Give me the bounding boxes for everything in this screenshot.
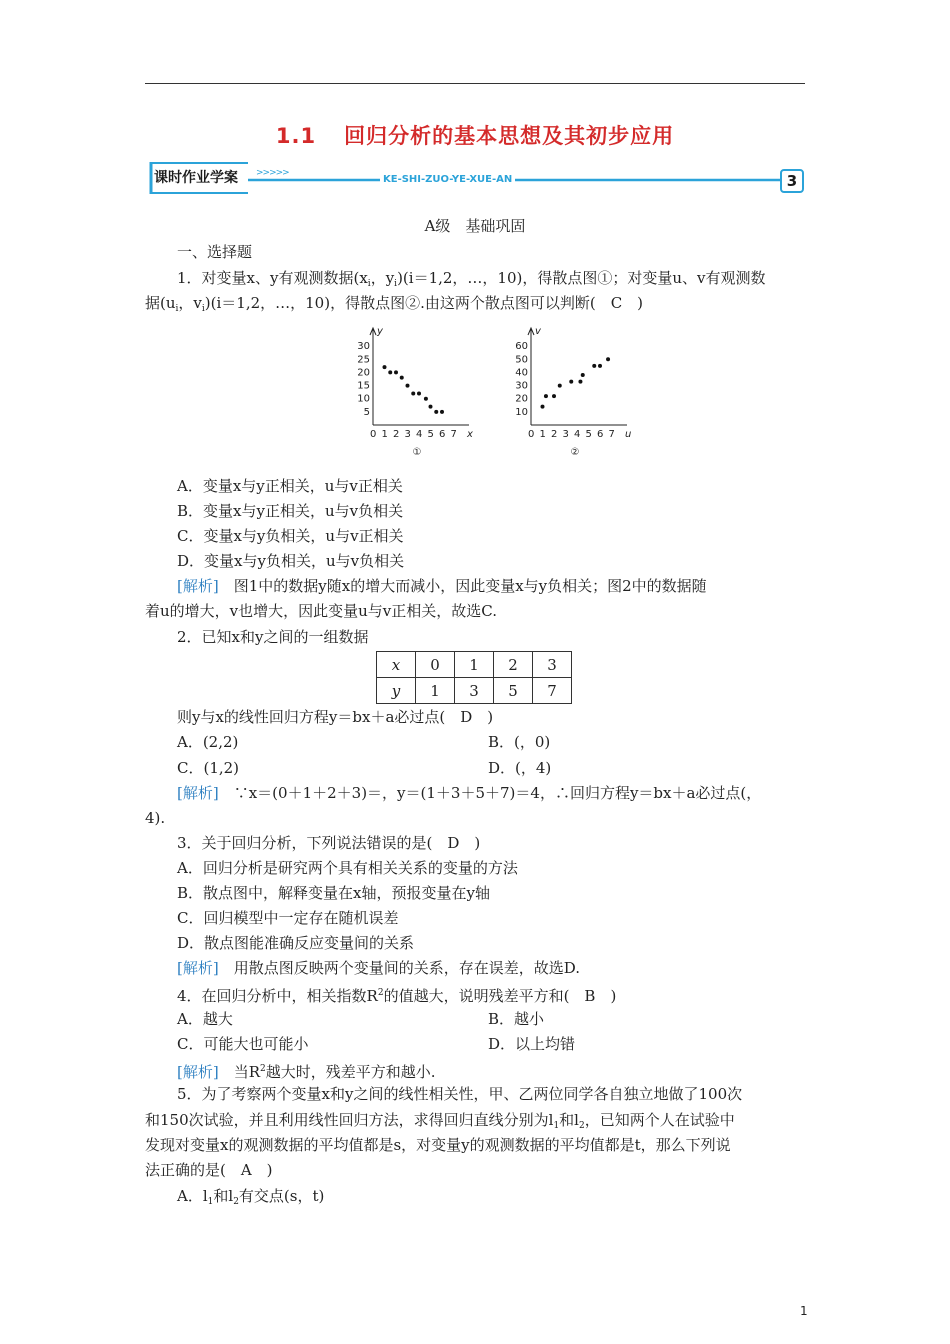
data-point: [424, 397, 428, 401]
table-row: [377, 652, 572, 678]
table-cell: 1: [416, 678, 455, 704]
title-text: 回归分析的基本思想及其初步应用: [344, 124, 675, 148]
data-table: [376, 651, 572, 704]
data-point: [541, 405, 545, 409]
data-point: [440, 410, 444, 414]
x-tick-label: 1: [381, 429, 388, 440]
data-point: [394, 370, 398, 374]
level-heading: A级 基础巩固: [424, 217, 526, 235]
q3-option-a: A．回归分析是研究两个具有相关关系的变量的方法: [177, 859, 518, 877]
q2-explanation-line2: 4).: [145, 809, 166, 827]
q1-option-a: A．变量x与y正相关，u与v正相关: [177, 477, 403, 495]
table-cell: 3: [533, 652, 572, 678]
y-tick-label: 30: [357, 341, 370, 353]
y-tick-label: 5: [363, 406, 370, 418]
x-tick-label: 6: [439, 429, 446, 440]
data-point: [552, 394, 556, 398]
banner-pinyin: KE-SHI-ZUO-YE-XUE-AN: [380, 174, 515, 185]
table-cell: 1: [455, 652, 494, 678]
table-cell: y: [377, 678, 416, 704]
q3-option-b: B．散点图中，解释变量在x轴，预报变量在y轴: [177, 884, 490, 902]
y-tick-label: 10: [515, 406, 528, 418]
q4-option-a: A．越大: [177, 1010, 233, 1028]
title-number: 1.1: [275, 124, 317, 148]
q1-option-c: C．变量x与y负相关，u与v正相关: [177, 527, 404, 545]
y-tick-label: 15: [357, 380, 370, 392]
y-axis-label: y: [377, 326, 383, 337]
y-tick-label: 20: [357, 367, 370, 379]
data-point: [598, 364, 602, 368]
data-point: [434, 410, 438, 414]
q2-option-b: B．(，0): [488, 733, 551, 751]
x-tick-label: 0: [528, 429, 535, 440]
data-point: [558, 384, 562, 388]
data-point: [383, 365, 387, 369]
table-row: [377, 678, 572, 704]
analysis-tag: [解析]: [177, 959, 219, 977]
y-tick-label: 30: [515, 380, 528, 392]
y-tick-label: 40: [515, 367, 528, 379]
data-point: [400, 376, 404, 380]
q4-option-b: B．越小: [488, 1010, 545, 1028]
table-cell: 0: [416, 652, 455, 678]
q1-option-b: B．变量x与y正相关，u与v负相关: [177, 502, 404, 520]
data-point: [606, 357, 610, 361]
q2-option-d: D．(，4): [488, 759, 552, 777]
x-tick-label: 3: [562, 429, 569, 440]
table-cell: 7: [533, 678, 572, 704]
chart-caption: ①: [412, 447, 422, 458]
q2-option-c: C．(1,2): [177, 759, 240, 777]
x-tick-label: 4: [574, 429, 581, 440]
data-point: [429, 405, 433, 409]
x-tick-label: 6: [597, 429, 604, 440]
q3-option-d: D．散点图能准确反应变量间的关系: [177, 934, 415, 952]
x-axis-label: u: [625, 429, 632, 440]
table-cell: x: [377, 652, 416, 678]
page-title: [0, 120, 950, 150]
q5-line1: 5．为了考察两个变量x和y之间的线性相关性，甲、乙两位同学各自独立地做了100次: [177, 1085, 743, 1103]
y-tick-label: 10: [357, 393, 370, 405]
x-tick-label: 2: [393, 429, 400, 440]
q2-stem: 2．已知x和y之间的一组数据: [177, 628, 369, 646]
table-cell: 3: [455, 678, 494, 704]
chart-caption: ②: [570, 447, 580, 458]
banner-number: 3: [780, 169, 804, 193]
q2-explanation-line1: [解析] ∵x＝(0＋1＋2＋3)＝，y＝(1＋3＋5＋7)＝4，∴回归方程y＝bx＋a必过点(，: [177, 784, 762, 802]
data-point: [388, 370, 392, 374]
data-point: [578, 380, 582, 384]
x-tick-label: 5: [585, 429, 592, 440]
q1-explanation-line2: 着u的增大，v也增大，因此变量u与v正相关，故选C.: [145, 602, 497, 620]
scatter-chart-2: [498, 325, 638, 465]
q5-line3: 发现对变量x的观测数据的平均值都是s，对变量y的观测数据的平均值都是t，那么下列说: [145, 1136, 731, 1154]
banner-arrows-icon: >>>>>: [256, 168, 289, 178]
data-point: [581, 373, 585, 377]
x-tick-label: 1: [539, 429, 546, 440]
section-heading: 一、选择题: [177, 243, 253, 261]
page-number: 1: [800, 1304, 808, 1318]
y-tick-label: 60: [515, 341, 528, 353]
analysis-tag: [解析]: [177, 1063, 219, 1081]
table-cell: 2: [494, 652, 533, 678]
x-tick-label: 3: [404, 429, 411, 440]
q3-option-c: C．回归模型中一定存在随机误差: [177, 909, 399, 927]
q4-option-c: C．可能大也可能小: [177, 1035, 309, 1053]
scatter-chart-1: [340, 325, 480, 465]
q1-line2: 据($u_i$，$v_i)(i=1,2$，…，10)，得散点图②.由这两个散点图可以判断( C ): [145, 294, 644, 314]
q5-option-a: A．$l_1$和$l_2$有交点(s，t): [177, 1187, 325, 1207]
x-tick-label: 4: [416, 429, 423, 440]
x-tick-label: 7: [608, 429, 615, 440]
data-point: [417, 391, 421, 395]
q2-question: 则y与x的线性回归方程y＝bx＋a必过点( D ): [177, 708, 494, 726]
header-rule: [145, 83, 805, 84]
q1-line1: 1．对变量x、y有观测数据($x_i$，$y_i)(i=1,2$，…，10)，得散点图①；对变量u、v有观测数: [177, 269, 766, 289]
y-axis-label: v: [535, 326, 541, 337]
q4-stem: 4．在回归分析中，相关指数$R^2$的值越大，说明残差平方和( B ): [177, 987, 617, 1005]
x-tick-label: 5: [427, 429, 434, 440]
q5-line4: 法正确的是( A ): [145, 1161, 273, 1179]
y-tick-label: 25: [357, 354, 370, 366]
banner-label: 课时作业学案: [154, 170, 238, 186]
x-tick-label: 7: [450, 429, 457, 440]
x-axis-label: x: [467, 429, 473, 440]
data-point: [406, 384, 410, 388]
y-tick-label: 20: [515, 393, 528, 405]
q3-explanation: [解析] 用散点图反映两个变量间的关系，存在误差，故选D.: [177, 959, 580, 977]
x-tick-label: 2: [551, 429, 558, 440]
analysis-tag: [解析]: [177, 784, 219, 802]
q1-option-d: D．变量x与y负相关，u与v负相关: [177, 552, 405, 570]
y-tick-label: 50: [515, 354, 528, 366]
q3-stem: 3．关于回归分析，下列说法错误的是( D ): [177, 834, 481, 852]
q4-option-d: D．以上均错: [488, 1035, 576, 1053]
q2-option-a: A．(2,2): [177, 733, 239, 751]
data-point: [411, 391, 415, 395]
q5-line2: 和150次试验，并且利用线性回归方法，求得回归直线分别为$l_1$和$l_2$，已知两个人在试验中: [145, 1111, 735, 1131]
q1-explanation-line1: [解析] 图1中的数据y随x的增大而减小，因此变量x与y负相关；图2中的数据随: [177, 577, 707, 595]
data-point: [592, 364, 596, 368]
data-point: [569, 380, 573, 384]
q4-explanation: [解析] 当$R^2$越大时，残差平方和越小.: [177, 1063, 436, 1081]
data-point: [544, 394, 548, 398]
section-banner: [148, 160, 806, 196]
analysis-tag: [解析]: [177, 577, 219, 595]
table-cell: 5: [494, 678, 533, 704]
x-tick-label: 0: [370, 429, 377, 440]
